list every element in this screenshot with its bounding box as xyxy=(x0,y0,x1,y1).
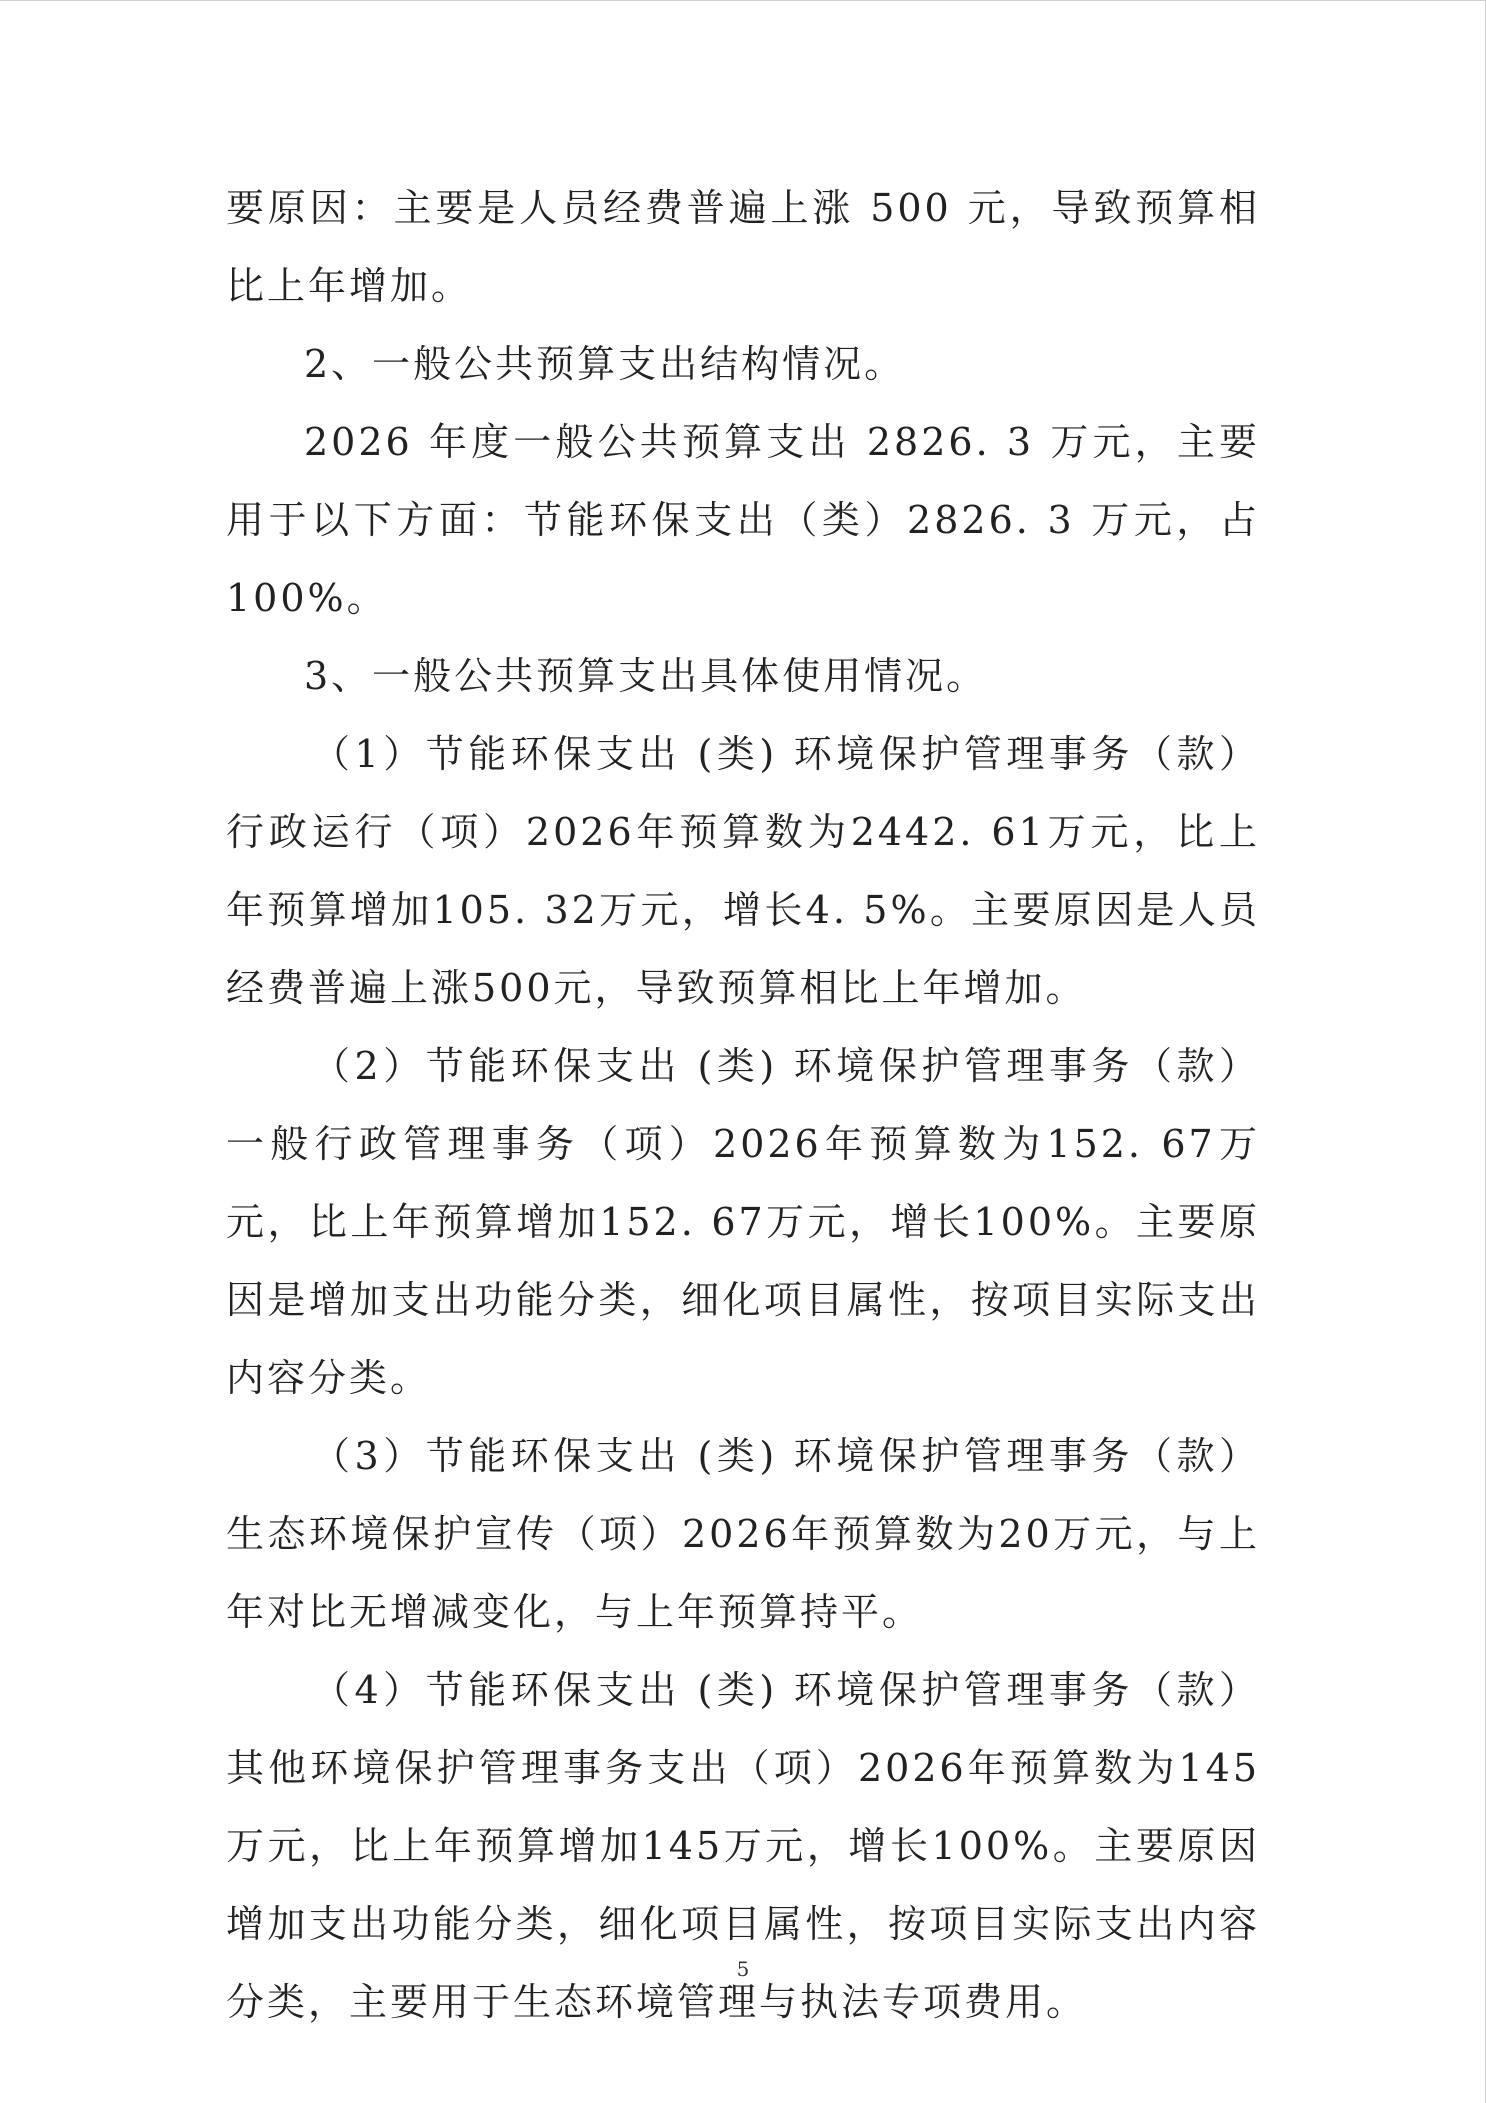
document-body xyxy=(226,169,1260,2041)
page-number: 5 xyxy=(736,1957,750,1981)
paragraph-item-3: （3）节能环保支出 (类) 环境保护管理事务（款）生态环境保护宣传（项）2026年预算数为20万元，与上年对比无增减变化，与上年预算持平。 xyxy=(226,1434,1260,1634)
paragraph-continuation: 要原因：主要是人员经费普遍上涨 500 元，导致预算相比上年增加。 xyxy=(226,186,1260,308)
section-heading-2: 2、一般公共预算支出结构情况。 xyxy=(304,342,906,386)
paragraph-expenditure-structure: 2026 年度一般公共预算支出 2826. 3 万元，主要用于以下方面：节能环保支出（类）2826. 3 万元，占 100%。 xyxy=(226,420,1260,620)
paragraph-item-4: （4）节能环保支出 (类) 环境保护管理事务（款）其他环境保护管理事务支出（项）2026年预算数为145万元，比上年预算增加145万元，增长100%。主要原因增加支出功能分类，细化项目属性，按项目实际支出内容分类，主要用于生态环境管理与执法专项费用。 xyxy=(226,1668,1260,2024)
section-heading-3: 3、一般公共预算支出具体使用情况。 xyxy=(304,654,988,698)
paragraph-item-1: （1）节能环保支出 (类) 环境保护管理事务（款）行政运行（项）2026年预算数为2442. 61万元，比上年预算增加105. 32万元，增长4. 5%。主要原因是人员经费普遍上涨500元，导致预算相比上年增加。 xyxy=(226,732,1260,1010)
paragraph-item-2: （2）节能环保支出 (类) 环境保护管理事务（款）一般行政管理事务（项）2026年预算数为152. 67万元，比上年预算增加152. 67万元，增长100%。主要原因是增加支出功能分类，细化项目属性，按项目实际支出内容分类。 xyxy=(226,1044,1260,1400)
